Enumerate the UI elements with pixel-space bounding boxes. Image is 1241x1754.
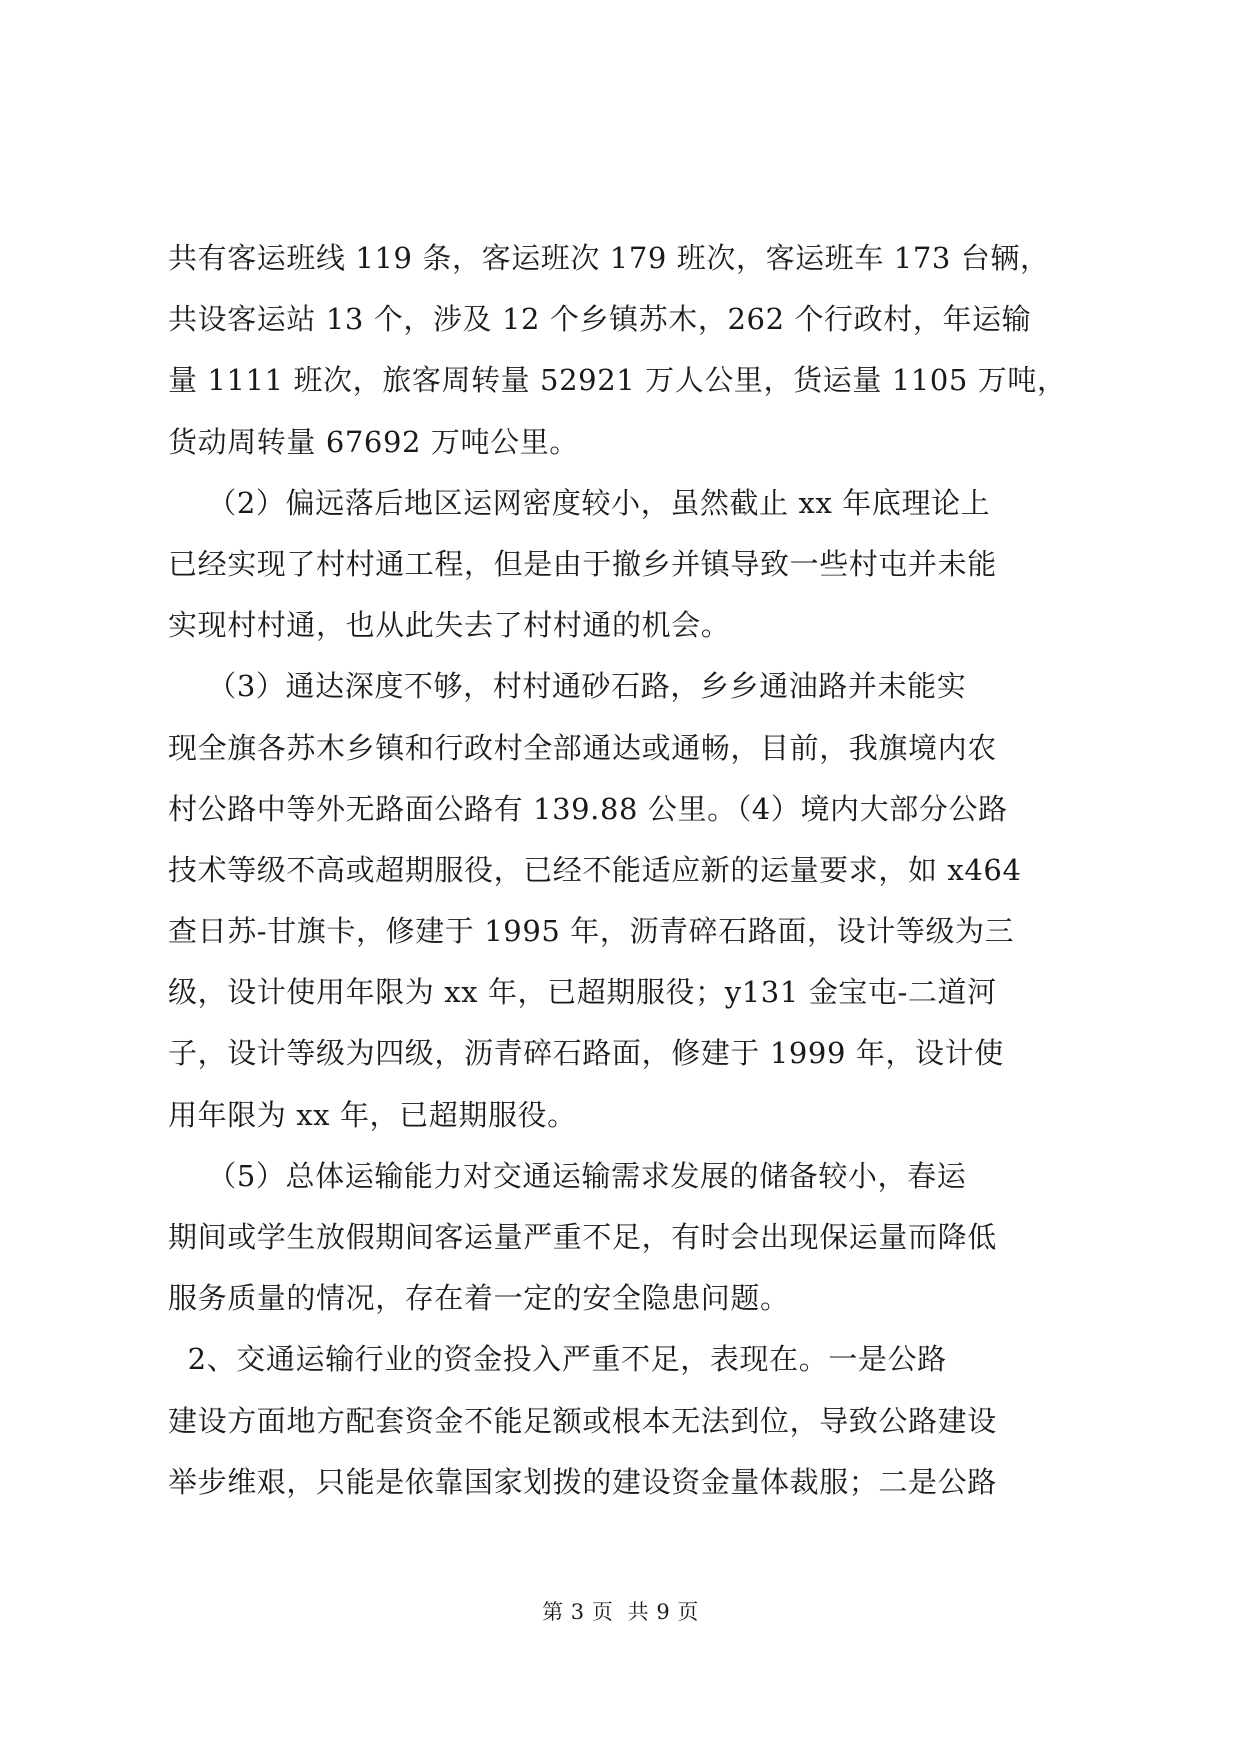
text-line: 已经实现了村村通工程，但是由于撤乡并镇导致一些村屯并未能 (168, 546, 997, 581)
text-line: （2）偏远落后地区运网密度较小，虽然截止 xx 年底理论上 (168, 485, 991, 520)
text-line: 货动周转量 67692 万吨公里。 (168, 424, 579, 459)
text-line: 量 1111 班次，旅客周转量 52921 万人公里，货运量 1105 万吨， (168, 363, 1067, 398)
text-line: 建设方面地方配套资金不能足额或根本无法到位，导致公路建设 (168, 1403, 997, 1438)
text-line: 举步维艰，只能是依靠国家划拨的建设资金量体裁服；二是公路 (168, 1464, 997, 1499)
text-line: 村公路中等外无路面公路有 139.88 公里。（4）境内大部分公路 (168, 791, 1008, 826)
text-line: 共设客运站 13 个，涉及 12 个乡镇苏木，262 个行政村，年运输 (168, 302, 1032, 337)
text-line: 用年限为 xx 年，已超期服役。 (168, 1097, 577, 1132)
text-line: 查日苏-甘旗卡，修建于 1995 年，沥青碎石路面，设计等级为三 (168, 914, 1015, 949)
text-line: 子，设计等级为四级，沥青碎石路面，修建于 1999 年，设计使 (168, 1036, 1004, 1071)
text-line: 服务质量的情况，存在着一定的安全隐患问题。 (168, 1281, 790, 1316)
body-text (168, 228, 1078, 1513)
text-line: 实现村村通，也从此失去了村村通的机会。 (168, 608, 731, 643)
text-line: 期间或学生放假期间客运量严重不足，有时会出现保运量而降低 (168, 1220, 997, 1254)
page-footer (0, 1598, 1241, 1626)
text-line: （5）总体运输能力对交通运输需求发展的储备较小，春运 (168, 1158, 967, 1193)
text-line: 现全旗各苏木乡镇和行政村全部通达或通畅，目前，我旗境内农 (168, 730, 997, 765)
text-line: 级，设计使用年限为 xx 年，已超期服役；y131 金宝屯-二道河 (168, 975, 997, 1010)
text-line: 技术等级不高或超期服役，已经不能适应新的运量要求，如 x464 (168, 852, 1022, 887)
text-line: （3）通达深度不够，村村通砂石路，乡乡通油路并未能实 (168, 669, 967, 704)
page-number-label: 第 3 页 共 9 页 (542, 1600, 699, 1624)
text-line: 2、交通运输行业的资金投入严重不足，表现在。一是公路 (168, 1342, 947, 1377)
text-line: 共有客运班线 119 条，客运班次 179 班次，客运班车 173 台辆， (168, 241, 1050, 275)
